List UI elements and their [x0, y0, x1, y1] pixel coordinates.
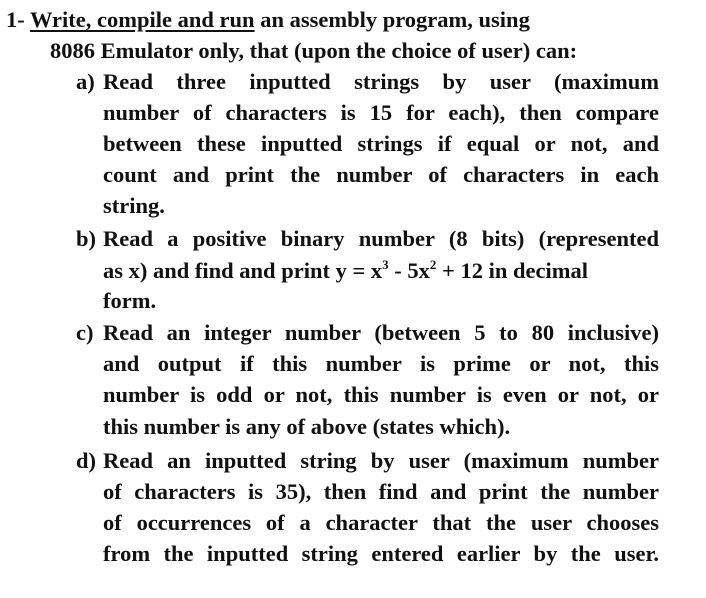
item-d-line-3: of occurrences of a character that the user chooses [103, 510, 659, 535]
item-c-line-1: Read an integer number (between 5 to 80 inclusive) [103, 320, 659, 345]
item-b-formula-mid: - 5x [388, 258, 430, 283]
item-b-formula-tail: + 12 in decimal [436, 258, 588, 283]
item-c-line-3: number is odd or not, this number is even or not, or [103, 382, 659, 407]
item-a-label: a) [76, 69, 95, 94]
item-b-line-3: form. [103, 288, 157, 313]
item-b-formula-start: as x) and find and print y = x [103, 258, 383, 283]
item-d-line-2: of characters is 35), then find and print the number [103, 479, 659, 504]
item-c-label: c) [76, 320, 94, 345]
question-line-2: 8086 Emulator only, that (upon the choice of user) can: [50, 38, 578, 63]
item-a-line-5: string. [103, 193, 165, 218]
item-d-label: d) [76, 448, 97, 473]
item-a-line-3: between these inputted strings if equal or not, and [103, 131, 659, 156]
question-number: 1- [6, 7, 25, 32]
item-a-line-1: Read three inputted strings by user (maximum [103, 69, 659, 94]
question-intro-underlined: Write, compile and run [29, 7, 255, 32]
item-d-line-4: from the inputted string entered earlier by the user. [103, 541, 659, 566]
question-line-1 [6, 5, 530, 35]
item-c-line-4: this number is any of above (states which). [103, 414, 511, 439]
cube-superscript: 3 [382, 257, 389, 272]
item-a-line-2: number of characters is 15 for each), then compare [103, 100, 659, 125]
item-b-line-2 [103, 256, 588, 286]
item-d-line-1: Read an inputted string by user (maximum number [103, 448, 659, 473]
item-b-label: b) [76, 226, 97, 251]
square-superscript: 2 [429, 257, 437, 272]
item-a-line-4: count and print the number of characters in each [103, 162, 659, 187]
item-b-line-1: Read a positive binary number (8 bits) (represented [103, 226, 659, 251]
question-intro-rest: an assembly program, using [260, 7, 530, 32]
item-c-line-2: and output if this number is prime or not, this [103, 351, 659, 376]
